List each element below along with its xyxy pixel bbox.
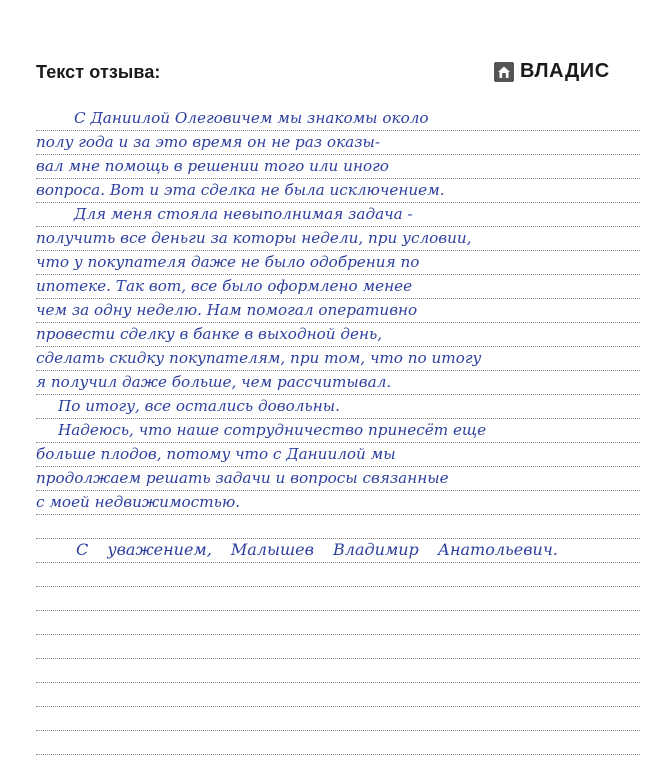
review-title: Текст отзыва: xyxy=(36,62,161,82)
ruled-line xyxy=(36,732,640,755)
review-line: провести сделку в банке в выходной день, xyxy=(36,325,383,343)
ruled-line xyxy=(36,300,640,323)
ruled-line xyxy=(36,180,640,203)
review-line: чем за одну неделю. Нам помогал оперативно xyxy=(36,301,418,319)
ruled-line xyxy=(36,372,640,395)
house-icon xyxy=(494,62,514,82)
ruled-line xyxy=(36,204,640,227)
ruled-line xyxy=(36,516,640,539)
review-line: продолжаем решать задачи и вопросы связанные xyxy=(36,469,449,487)
vladis-logo xyxy=(494,60,610,83)
review-line: ипотеке. Так вот, все было оформлено менее xyxy=(36,277,413,295)
review-line: сделать скидку покупателям, при том, что по итогу xyxy=(36,349,482,367)
ruled-line xyxy=(36,612,640,635)
ruled-line xyxy=(36,132,640,155)
ruled-line xyxy=(36,396,640,419)
ruled-line xyxy=(36,684,640,707)
ruled-line xyxy=(36,324,640,347)
ruled-line xyxy=(36,348,640,371)
review-line: с моей недвижимостью. xyxy=(36,493,241,511)
logo-text: ВЛАДИС xyxy=(520,60,610,82)
ruled-line xyxy=(36,108,640,131)
review-line: вопроса. Вот и эта сделка не была исключением. xyxy=(36,181,445,199)
ruled-line xyxy=(36,660,640,683)
ruled-line xyxy=(36,156,640,179)
ruled-line xyxy=(36,444,640,467)
review-line: больше плодов, потому что с Даниилой мы xyxy=(36,445,396,463)
ruled-line xyxy=(36,708,640,731)
signature: С уважением, Малышев Владимир Анатольевич. xyxy=(76,540,558,559)
ruled-line xyxy=(36,468,640,491)
ruled-line xyxy=(36,540,640,563)
review-line: Для меня стояла невыполнимая задача - xyxy=(74,205,413,223)
review-line: По итогу, все остались довольны. xyxy=(58,397,340,415)
review-line: я получил даже больше, чем рассчитывал. xyxy=(36,373,392,391)
review-line: Надеюсь, что наше сотрудничество принесёт еще xyxy=(58,421,487,439)
ruled-line xyxy=(36,636,640,659)
review-sheet xyxy=(36,108,640,758)
review-line: С Даниилой Олеговичем мы знакомы около xyxy=(74,109,429,127)
ruled-line xyxy=(36,252,640,275)
review-line: вал мне помощь в решении того или иного xyxy=(36,157,389,175)
review-line: получить все деньги за которы недели, при условии, xyxy=(36,229,472,247)
review-line: что у покупателя даже не было одобрения по xyxy=(36,253,420,271)
ruled-line xyxy=(36,420,640,443)
ruled-line xyxy=(36,564,640,587)
ruled-line xyxy=(36,492,640,515)
ruled-line xyxy=(36,588,640,611)
review-header xyxy=(0,0,655,100)
ruled-line xyxy=(36,228,640,251)
ruled-line xyxy=(36,276,640,299)
review-line: полу года и за это время он не раз оказы- xyxy=(36,133,380,151)
